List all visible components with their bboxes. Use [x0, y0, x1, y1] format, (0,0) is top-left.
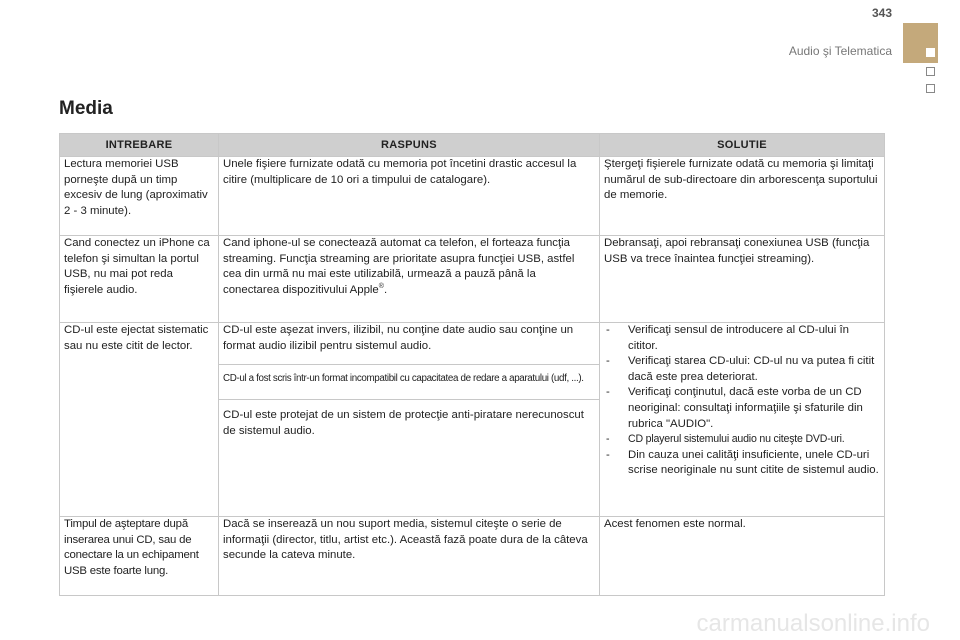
solution-cell — [600, 323, 885, 517]
solution-list — [604, 323, 880, 479]
question-cell: Cand conectez un iPhone ca telefon şi simultan la portul USB, nu mai pot reda fişierele audio. — [60, 236, 219, 323]
answer-cell: Unele fişiere furnizate odată cu memoria pot încetini drastic accesul la citire (multiplicare de 10 ori a timpului de catalogare). — [219, 157, 600, 236]
solution-item: - Verificaţi starea CD-ului: CD-ul nu va putea fi citit dacă este prea deteriorat. — [604, 354, 880, 385]
answer-text-end: . — [383, 283, 388, 296]
answer-cell: Dacă se inserează un nou suport media, sistemul citeşte o serie de informaţii (director, titlu, artist etc.). Această fază poate dura de la câteva secunde la cateva minute. — [219, 517, 600, 596]
answer-item: CD-ul a fost scris într-un format incompatibil cu capacitatea de redare a aparatului (udf, ...). — [219, 364, 599, 399]
solution-item: - CD playerul sistemului audio nu citeşte DVD-uri. — [604, 432, 880, 448]
watermark: carmanualsonline.info — [696, 610, 930, 637]
page-number: 343 — [871, 6, 892, 20]
registered-mark: ® — [378, 282, 384, 290]
question-cell: CD-ul este ejectat sistematic sau nu este citit de lector. — [60, 323, 219, 517]
faq-table — [59, 133, 885, 596]
answer-item: CD-ul este aşezat invers, ilizibil, nu conţine date audio sau conţine un format audio ilizibil pentru sistemul audio. — [223, 324, 574, 352]
answer-text: Cand iphone-ul se conectează automat ca telefon, el forteaza funcţia streaming. Funcţia streaming are prioritate asupra funcţiei USB, astfel cea din urmă nu mai este utilizabilă, urmează a pauză până la conectarea dispozitivului Apple — [223, 237, 575, 296]
page-marker-empty-icon — [926, 67, 935, 76]
solution-item: - Verificaţi sensul de introducere al CD-ului în cititor. — [604, 323, 880, 354]
table-row — [60, 517, 885, 596]
column-header-answer: RASPUNS — [219, 134, 600, 157]
table-row — [60, 236, 885, 323]
page-marker-empty-icon — [926, 84, 935, 93]
table-row — [60, 157, 885, 236]
page-marker-filled-icon — [926, 48, 935, 57]
solution-item: - Din cauza unei calităţi insuficiente, unele CD-uri scrise neoriginale nu sunt citite de sistemul audio. — [604, 448, 880, 479]
page-title: Media — [59, 98, 113, 119]
chapter-tab — [903, 23, 938, 63]
section-name: Audio şi Telematica — [788, 44, 892, 58]
column-header-question: INTREBARE — [60, 134, 219, 157]
answer-cell — [219, 236, 600, 323]
answer-cell — [219, 323, 600, 517]
question-cell: Lectura memoriei USB porneşte după un timp excesiv de lung (aproximativ 2 - 3 minute). — [60, 157, 219, 236]
solution-cell: Ştergeţi fişierele furnizate odată cu memoria şi limitaţi numărul de sub-directoare din arborescenţa suportului de memorie. — [600, 157, 885, 236]
solution-item: - Verificaţi conţinutul, dacă este vorba de un CD neoriginal: consultaţi informaţiile şi sfaturile din rubrica "AUDIO". — [604, 385, 880, 432]
table-row — [60, 323, 885, 517]
question-cell: Timpul de aşteptare după inserarea unui CD, sau de conectare la un echipament USB este foarte lung. — [60, 517, 219, 596]
answer-item: CD-ul este protejat de un sistem de protecţie anti-piratare nerecunoscut de sistemul audio. — [219, 399, 599, 516]
column-header-solution: SOLUTIE — [600, 134, 885, 157]
solution-cell: Acest fenomen este normal. — [600, 517, 885, 596]
solution-cell: Debransaţi, apoi rebransaţi conexiunea USB (funcţia USB va trece înaintea funcţiei streaming). — [600, 236, 885, 323]
table-header-row — [60, 134, 885, 157]
